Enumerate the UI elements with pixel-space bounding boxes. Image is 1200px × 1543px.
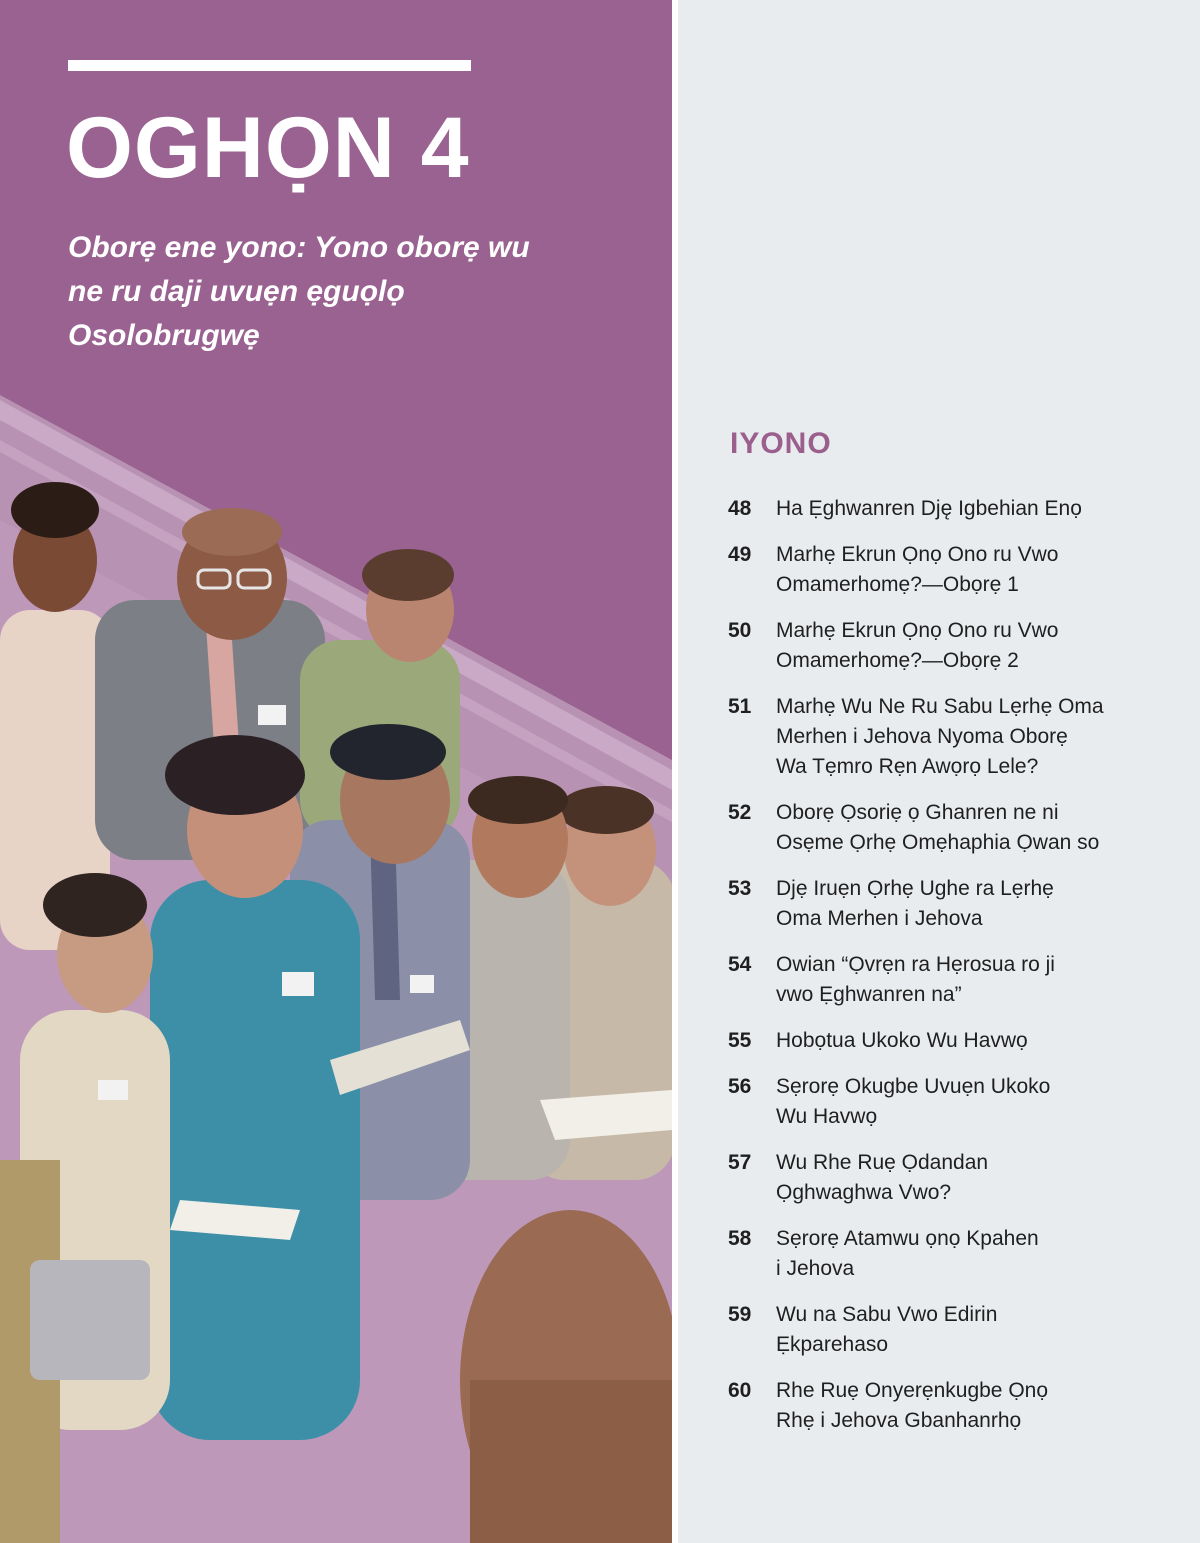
lesson-title: Sẹrorẹ Atamwu ọnọ Kpahen i Jehova — [776, 1227, 1039, 1280]
lesson-title: Marhẹ Ekrun Ọnọ Ono ru Vwo Omamerhomẹ?—Obọrẹ 2 — [776, 619, 1059, 672]
lesson-number: 52 — [728, 801, 752, 824]
contents-panel — [678, 0, 1200, 1543]
lesson-number: 50 — [728, 619, 752, 642]
lesson-title: Djẹ Iruẹn Ọrhẹ Ughe ra Lẹrhẹ Oma Merhen i Jehova — [776, 877, 1054, 930]
contents-item[interactable] — [728, 874, 1188, 934]
lesson-title: Sẹrorẹ Okugbe Uvuẹn Ukoko Wu Havwọ — [776, 1075, 1051, 1128]
part-subtitle: Oborẹ ene yono: Yono oborẹ wu ne ru daji uvuẹn ẹguọlọ Osolobrugwẹ — [68, 231, 530, 352]
contents-item[interactable] — [728, 1376, 1188, 1436]
lesson-title: Owian “Ọvrẹn ra Hẹrosua ro ji vwo Ẹghwanren na” — [776, 953, 1055, 1006]
lesson-title: Wu na Sabu Vwo Edirin Ẹkparehaso — [776, 1303, 998, 1356]
contents-item[interactable] — [728, 1300, 1188, 1360]
contents-item[interactable] — [728, 1148, 1188, 1208]
contents-item[interactable] — [728, 1026, 1188, 1056]
part-title: OGHỌN 4 — [66, 100, 470, 196]
title-rule — [68, 60, 471, 71]
lesson-number: 49 — [728, 543, 752, 566]
lesson-number: 60 — [728, 1379, 752, 1402]
lesson-number: 54 — [728, 953, 752, 976]
contents-item[interactable] — [728, 616, 1188, 676]
lesson-number: 56 — [728, 1075, 752, 1098]
contents-list — [728, 494, 1188, 1452]
contents-heading: IYONO — [730, 427, 832, 460]
lesson-number: 51 — [728, 695, 752, 718]
lesson-number: 48 — [728, 497, 752, 520]
lesson-title: Rhe Ruẹ Onyerẹnkugbe Ọnọ Rhẹ i Jehova Gbanhanrhọ — [776, 1379, 1049, 1432]
contents-item[interactable] — [728, 494, 1188, 524]
lesson-number: 55 — [728, 1029, 752, 1052]
lesson-title: Marhẹ Wu Ne Ru Sabu Lẹrhẹ Oma Merhen i Jehova Nyoma Oborẹ Wa Tẹmro Rẹn Awọrọ Lele? — [776, 695, 1104, 778]
lesson-number: 57 — [728, 1151, 752, 1174]
contents-item[interactable] — [728, 1072, 1188, 1132]
lesson-title: Oborẹ Ọsoriẹ ọ Ghanren ne ni Osẹme Ọrhẹ Omẹhaphia Ọwan so — [776, 801, 1100, 854]
contents-item[interactable] — [728, 950, 1188, 1010]
lesson-title: Hobọtua Ukoko Wu Havwọ — [776, 1029, 1028, 1052]
lesson-title: Marhẹ Ekrun Ọnọ Ono ru Vwo Omamerhomẹ?—Obọrẹ 1 — [776, 543, 1059, 596]
contents-item[interactable] — [728, 692, 1188, 782]
contents-item[interactable] — [728, 798, 1188, 858]
lesson-title: Ha Ẹghwanren Dję Igbehian Enọ — [776, 497, 1082, 520]
contents-item[interactable] — [728, 1224, 1188, 1284]
contents-item[interactable] — [728, 540, 1188, 600]
lesson-title: Wu Rhe Ruẹ Ọdandan Ọghwaghwa Vwo? — [776, 1151, 989, 1204]
lesson-number: 59 — [728, 1303, 752, 1326]
lesson-number: 58 — [728, 1227, 752, 1250]
lesson-number: 53 — [728, 877, 752, 900]
